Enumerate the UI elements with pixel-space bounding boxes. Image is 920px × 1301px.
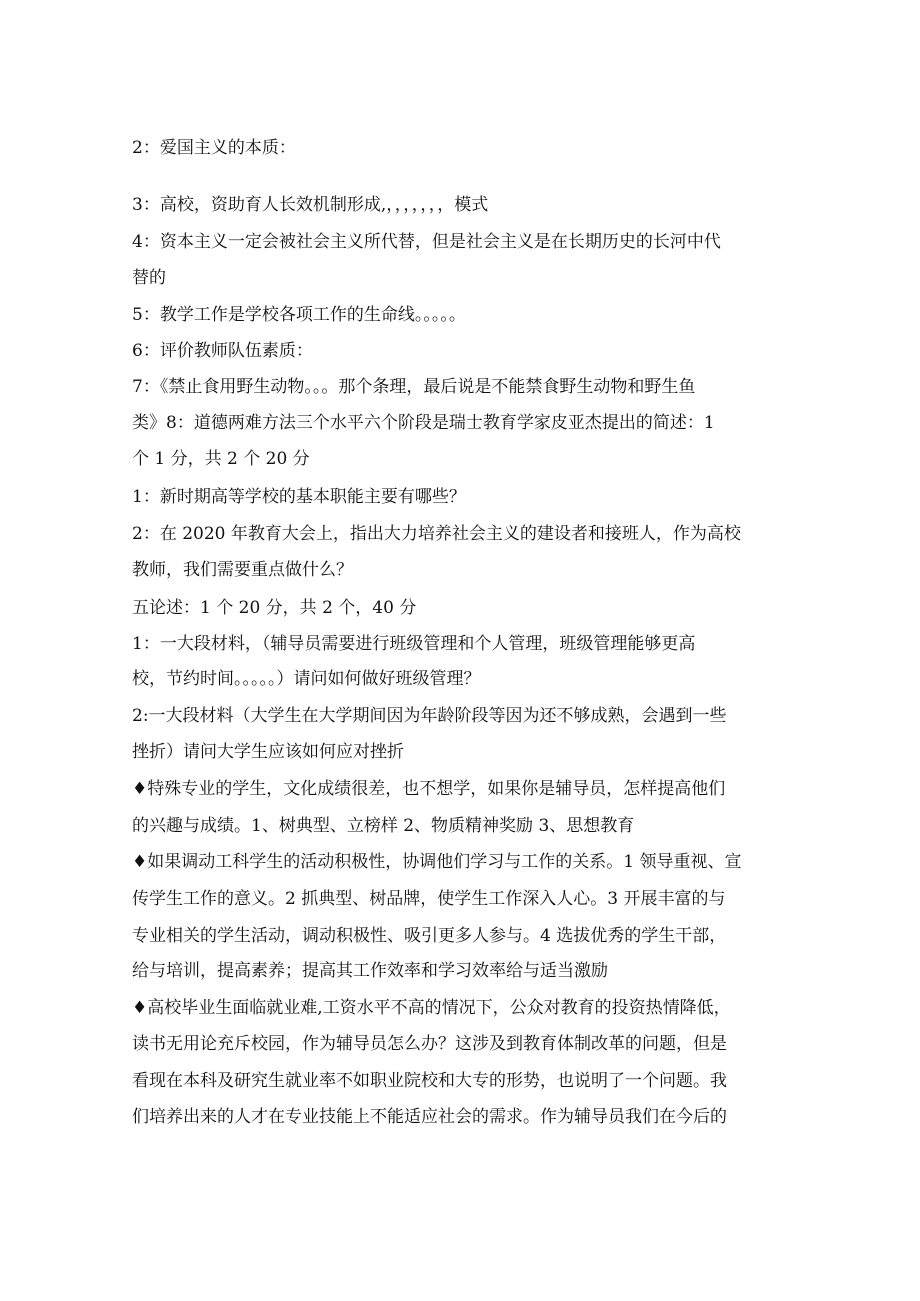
text-line: 1：一大段材料，（辅导员需要进行班级管理和个人管理，班级管理能够更高 [132, 634, 696, 654]
text-line: 1：新时期高等学校的基本职能主要有哪些？ [132, 487, 466, 507]
bullet-line: ♦高校毕业生面临就业难,工资水平不高的情况下，公众对教育的投资热情降低， [132, 998, 731, 1018]
text-line: 2：在 2020 年教育大会上，指出大力培养社会主义的建设者和接班人，作为高校 [132, 524, 741, 544]
text-line: 的兴趣与成绩。1、树典型、立榜样 2、物质精神奖励 3、思想教育 [132, 816, 635, 836]
text-line: 类》8：道德两难方法三个水平六个阶段是瑞士教育学家皮亚杰提出的简述：1 [132, 413, 715, 433]
text-line: 读书无用论充斥校园，作为辅导员怎么办？这涉及到教育体制改革的问题，但是 [132, 1034, 727, 1054]
text-line: 替的 [132, 268, 166, 288]
text-line: 4：资本主义一定会被社会主义所代替，但是社会主义是在长期历史的长河中代 [132, 232, 721, 252]
text-line: 看现在本科及研究生就业率不如职业院校和大专的形势，也说明了一个问题。我 [132, 1071, 727, 1091]
text-line: 3：高校，资助育人长效机制形成,，，，，，，，模式 [132, 195, 489, 215]
text-line: 教师，我们需要重点做什么？ [132, 560, 353, 580]
text-line: 6：评价教师队伍素质： [132, 341, 313, 361]
text-line: 2:一大段材料（大学生在大学期间因为年龄阶段等因为还不够成熟，会遇到一些 [132, 706, 727, 726]
text-line: 5：教学工作是学校各项工作的生命线。。。。。 [132, 305, 466, 325]
text-line: 们培养出来的人才在专业技能上不能适应社会的需求。作为辅导员我们在今后的 [132, 1107, 727, 1127]
text-line: 给与培训，提高素养；提高其工作效率和学习效率给与适当激励 [132, 961, 608, 981]
text-line: 校，节约时间。。。。。）请问如何做好班级管理？ [132, 669, 481, 689]
section-heading: 五论述：1 个 20 分，共 2 个，40 分 [132, 598, 417, 618]
text-line: 挫折）请问大学生应该如何应对挫折 [132, 742, 404, 762]
bullet-line: ♦特殊专业的学生，文化成绩很差，也不想学，如果你是辅导员，怎样提高他们 [132, 779, 726, 799]
text-line: 个 1 分，共 2 个 20 分 [132, 449, 310, 469]
text-line: 专业相关的学生活动，调动积极性、吸引更多人参与。4 选拔优秀的学生干部， [132, 926, 727, 946]
text-line: 传学生工作的意义。2 抓典型、树品牌，使学生工作深入人心。3 开展丰富的与 [132, 889, 726, 909]
bullet-line: ♦如果调动工科学生的活动积极性，协调他们学习与工作的关系。1 领导重视、宣 [132, 852, 742, 872]
text-line: 7：《禁止食用野生动物。。。那个条理，最后说是不能禁食野生动物和野生鱼 [132, 377, 696, 397]
text-line: 2：爱国主义的本质： [132, 138, 296, 158]
